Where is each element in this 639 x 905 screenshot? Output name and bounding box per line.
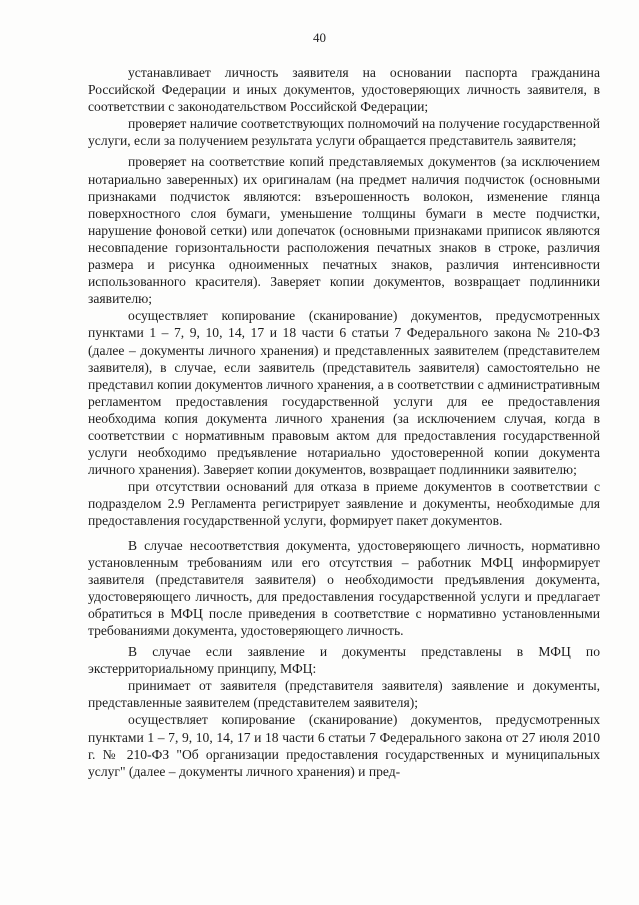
paragraph-identity-check: устанавливает личность заявителя на основании паспорта гражданина Российской Федерации и иных документов, удостоверяющих личность заявителя, в соответствии с законодательством Российской Федерации; xyxy=(88,65,600,115)
paragraph-authority-check: проверяет наличие соответствующих полномочий на получение государственной услуги, если за получением результата услуги обращается представитель заявителя; xyxy=(88,116,600,149)
paragraph-id-mismatch: В случае несоответствия документа, удостоверяющего личность, нормативно установленным требованиям или его отсутствия – работник МФЦ информирует заявителя (представителя заявителя) о необходимости предъявления документа, удостоверяющего личность, для предоставления государственной услуги и предлагает обратиться в МФЦ после приведения в соответствие с нормативно установленными требованиями документа, удостоверяющего личность. xyxy=(88,537,600,638)
paragraph-extraterritorial: В случае если заявление и документы представлены в МФЦ по экстерриториальному принципу, МФЦ: xyxy=(88,644,600,677)
paragraph-copying-documents-extra: осуществляет копирование (сканирование) документов, предусмотренных пунктами 1 – 7, 9, 10, 14, 17 и 18 части 6 статьи 7 Федерального закона от 27 июля 2010 г. № 210-ФЗ "Об организации предоставления государственных и муниципальных услуг" (далее – документы личного хранения) и пред- xyxy=(88,712,600,779)
document-body xyxy=(88,64,600,780)
paragraph-registration: при отсутствии оснований для отказа в приеме документов в соответствии с подразделом 2.9 Регламента регистрирует заявление и документы, необходимые для предоставления государственной услуги, формирует пакет документов. xyxy=(88,479,600,529)
paragraph-copy-verification: проверяет на соответствие копий представляемых документов (за исключением нотариально заверенных) их оригиналам (на предмет наличия подчисток (основными признаками подчисток являются: взъерошенность волокон, изменение глянца поверхностного слоя бумаги, уменьшение толщины бумаги в месте подчистки, нарушение фоновой сетки) или допечаток (основными признаками приписок являются несовпадение горизонтальности расположения печатных знаков в строке, различия размера и рисунка одноименных печатных знаков, различия интенсивности использованного красителя). Заверяет копии документов, возвращает подлинники заявителю; xyxy=(88,154,600,307)
page-number: 40 xyxy=(313,30,326,45)
paragraph-copying-documents: осуществляет копирование (сканирование) документов, предусмотренных пунктами 1 – 7, 9, 10, 14, 17 и 18 части 6 статьи 7 Федерального закона № 210-ФЗ (далее – документы личного хранения) и представленных заявителем (представителем заявителя), в случае, если заявитель (представитель заявителя) самостоятельно не представил копии документов личного хранения, а в соответствии с административным регламентом предоставления государственной услуги для ее предоставления необходима копия документа личного хранения (за исключением случая, когда в соответствии с нормативным правовым актом для предоставления государственной услуги необходимо предъявление нотариально удостоверенной копии документа личного хранения). Заверяет копии документов, возвращает подлинники заявителю; xyxy=(88,308,600,478)
paragraph-accept-application: принимает от заявителя (представителя заявителя) заявление и документы, представленные заявителем (представителем заявителя); xyxy=(88,678,600,711)
